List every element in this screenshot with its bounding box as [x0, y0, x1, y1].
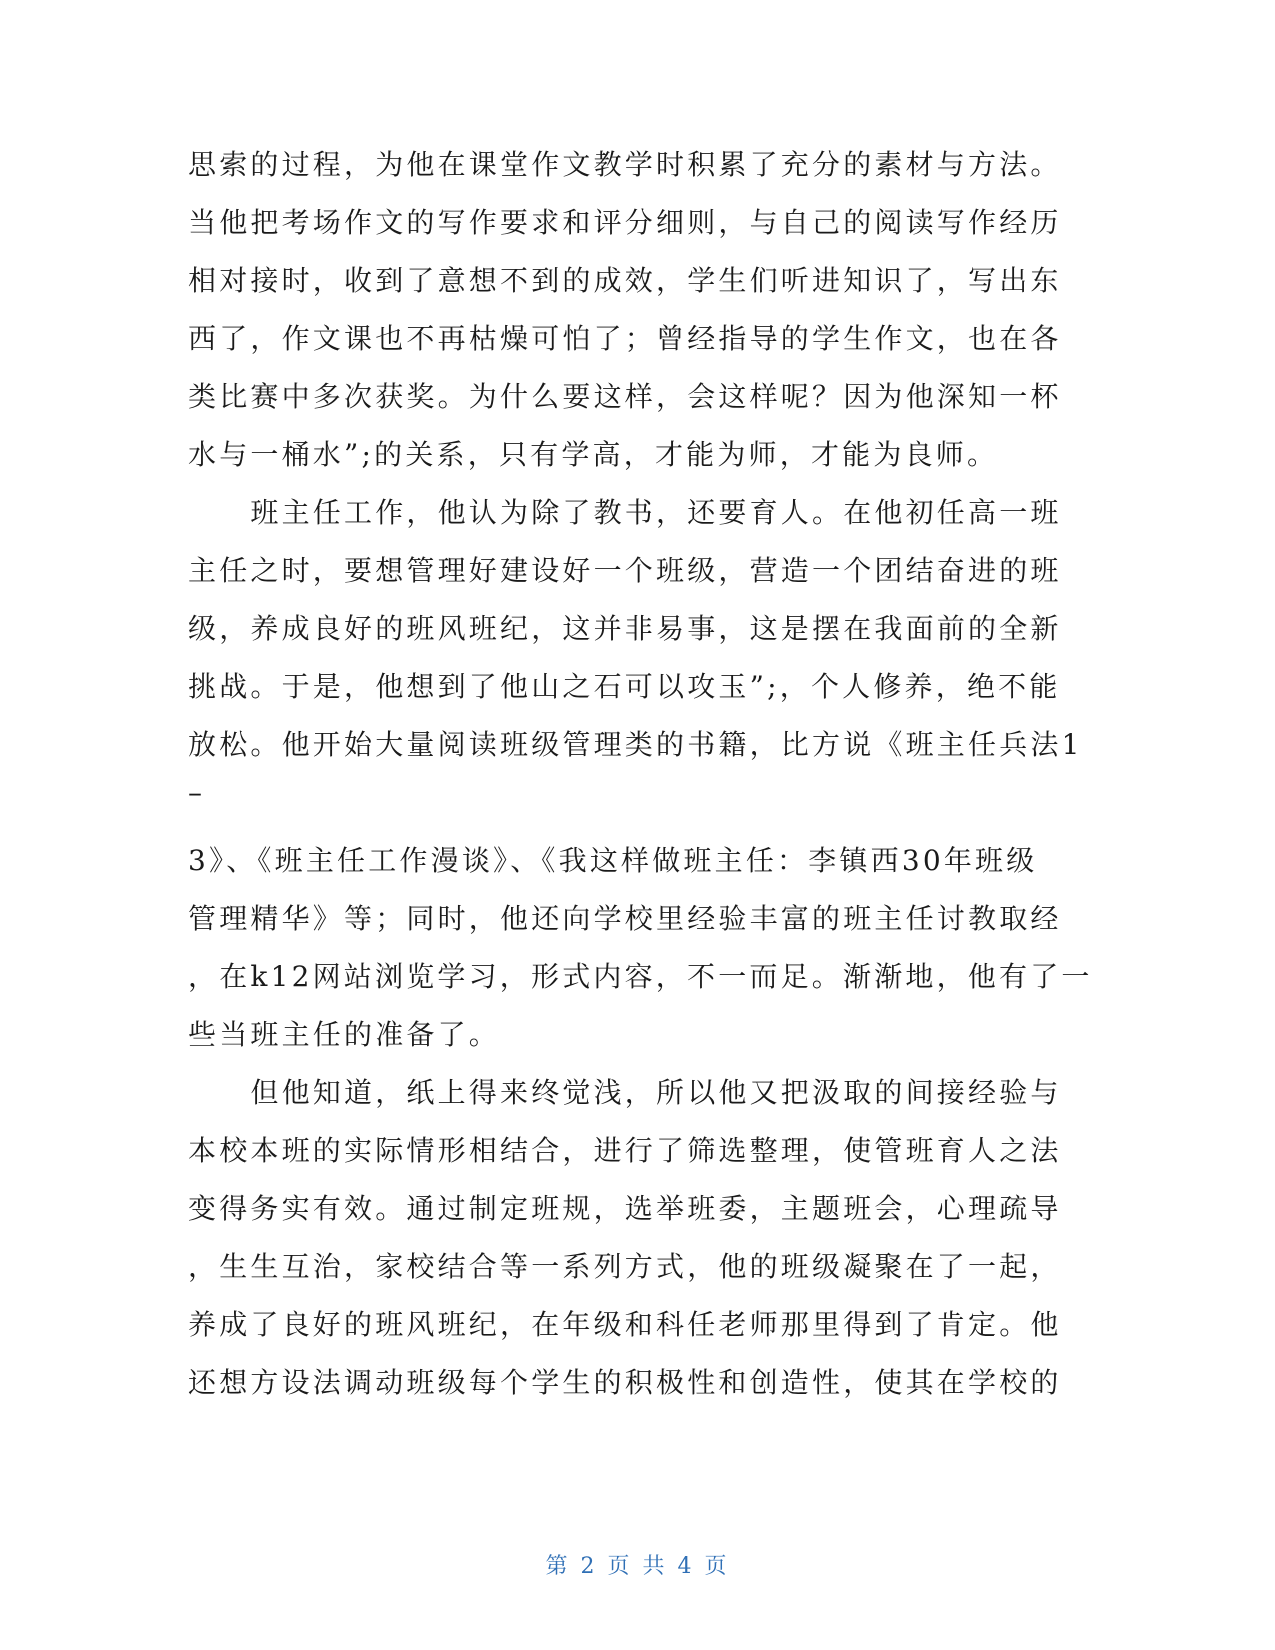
- text-line: 变得务实有效。通过制定班规，选举班委，主题班会，心理疏导: [188, 1192, 1062, 1225]
- text-line: 本校本班的实际情形相结合，进行了筛选整理，使管班育人之法: [188, 1134, 1062, 1167]
- text-line: 西了，作文课也不再枯燥可怕了；曾经指导的学生作文，也在各: [188, 322, 1062, 355]
- text-line: 思索的过程，为他在课堂作文教学时积累了充分的素材与方法。: [188, 148, 1062, 181]
- text-line: 养成了良好的班风班纪，在年级和科任老师那里得到了肯定。他: [188, 1308, 1062, 1341]
- text-line: 类比赛中多次获奖。为什么要这样，会这样呢？因为他深知一杯: [188, 380, 1062, 413]
- text-line: 水与一桶水”;的关系，只有学高，才能为师，才能为良师。: [188, 438, 999, 471]
- text-line: ，生生互治，家校结合等一系列方式，他的班级凝聚在了一起，: [188, 1250, 1062, 1283]
- text-line: 3》、《班主任工作漫谈》、《我这样做班主任：李镇西30年班级: [188, 844, 1038, 877]
- text-line: 些当班主任的准备了。: [188, 1018, 501, 1051]
- text-line: 还想方设法调动班级每个学生的积极性和创造性，使其在学校的: [188, 1366, 1062, 1399]
- text-line: ，在k12网站浏览学习，形式内容，不一而足。渐渐地，他有了一: [188, 960, 1093, 993]
- text-line: 挑战。于是，他想到了他山之石可以攻玉”;，个人修养，绝不能: [188, 670, 1061, 703]
- text-line: 班主任工作，他认为除了教书，还要育人。在他初任高一班: [188, 496, 1062, 529]
- text-line: 相对接时，收到了意想不到的成效，学生们听进知识了，写出东: [188, 264, 1062, 297]
- text-line: 主任之时，要想管理好建设好一个班级，营造一个团结奋进的班: [188, 554, 1062, 587]
- text-line: 级，养成良好的班风班纪，这并非易事，这是摆在我面前的全新: [188, 612, 1062, 645]
- text-line: –: [188, 776, 206, 809]
- text-line: 放松。他开始大量阅读班级管理类的书籍，比方说《班主任兵法1: [188, 728, 1083, 761]
- text-line: 管理精华》等；同时，他还向学校里经验丰富的班主任讨教取经: [188, 902, 1062, 935]
- page-number-footer: 第 2 页 共 4 页: [545, 1554, 730, 1579]
- text-line: 但他知道，纸上得来终觉浅，所以他又把汲取的间接经验与: [188, 1076, 1062, 1109]
- text-line: 当他把考场作文的写作要求和评分细则，与自己的阅读写作经历: [188, 206, 1062, 239]
